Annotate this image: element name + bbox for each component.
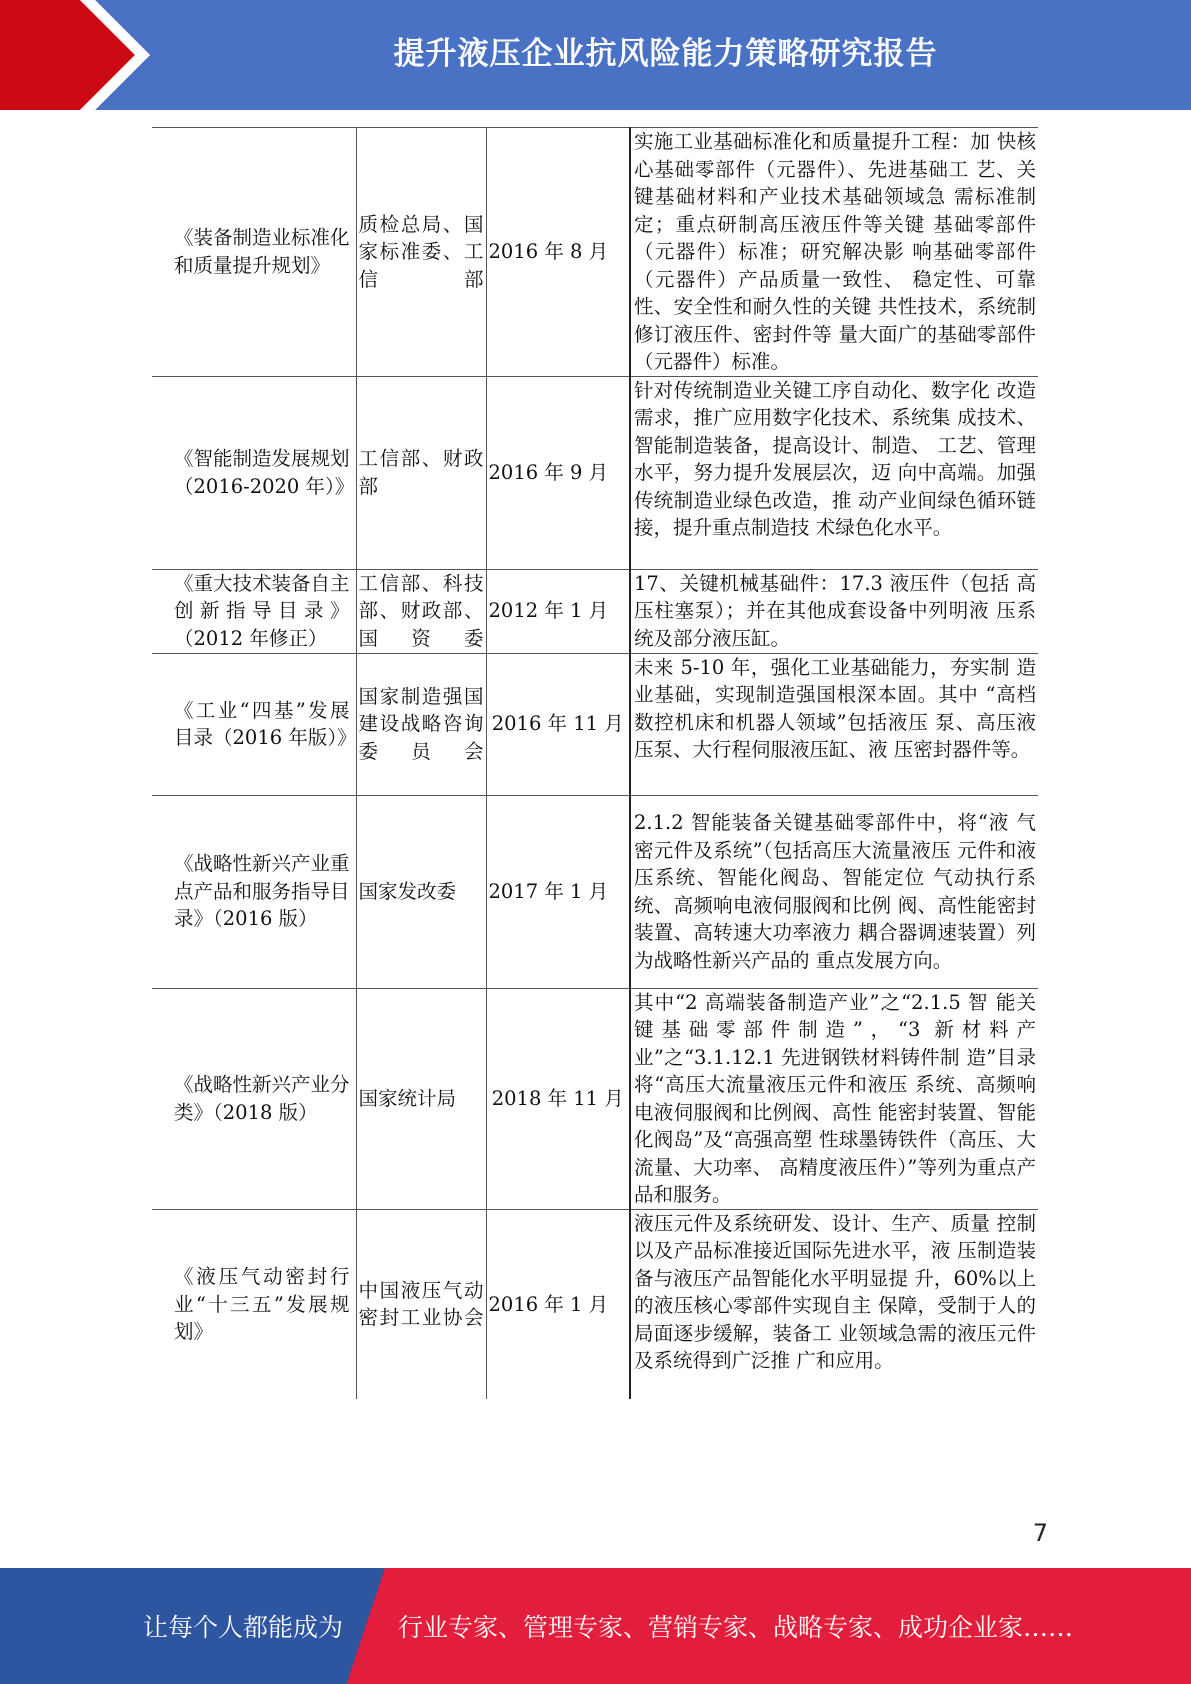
policy-name-cell: 《智能制造发展规划（2016-2020 年）》: [152, 376, 356, 569]
date-cell: 2016 年 8 月: [486, 128, 630, 377]
content-cell: 未来 5-10 年，强化工业基础能力，夯实制 造业基础，实现制造强国根深本固。其中 “高档数控机床和机器人领域”包括液压 泵、高压液压泵、大行程伺服液压缸、液 压密封器件等。: [630, 653, 1038, 795]
table-row: [152, 376, 1038, 569]
policy-name-cell: 《液压气动密封行业“十三五”发展规划》: [152, 1209, 356, 1399]
page-number: 7: [1032, 1519, 1048, 1547]
table-row: [152, 795, 1038, 988]
policy-name-cell: 《战略性新兴产业重点产品和服务指导目录》（2016 版）: [152, 795, 356, 988]
date-cell: 2018 年 11 月: [486, 988, 630, 1209]
content-cell: 实施工业基础标准化和质量提升工程：加 快核心基础零部件（元器件）、先进基础工 艺、关键基础材料和产业技术基础领域急 需标准制定；重点研制高压液压件等关键 基础零部件（元器件）标准；研究解决影 响基础零部件（元器件）产品质量一致性、 稳定性、可靠性、安全性和耐久性的关键 共性技术，系统制修订液压件、密封件等 量大面广的基础零部件（元器件）标准。: [630, 128, 1038, 377]
policy-name-cell: 《战略性新兴产业分类》（2018 版）: [152, 988, 356, 1209]
table-row: [152, 128, 1038, 377]
policy-name-cell: 《工业“四基”发展目录（2016 年版）》: [152, 653, 356, 795]
department-cell: 国家制造强国建设战略咨询委员会: [356, 653, 486, 795]
department-cell: 质检总局、国家标准委、工信部: [356, 128, 486, 377]
content-cell: 其中“2 高端装备制造产业”之“2.1.5 智 能关键基础零部件制造”，“3 新材料产 业”之“3.1.12.1 先进钢铁材料铸件制 造”目录将“高压大流量液压元件和液压 系统、高频响电液伺服阀和比例阀、高性 能密封装置、智能化阀岛”及“高强高塑 性球墨铸铁件（高压、大流量、大功率、 高精度液压件）”等列为重点产品和服务。: [630, 988, 1038, 1209]
footer-slogan-left: 让每个人都能成为: [143, 1613, 344, 1642]
content-cell: 2.1.2 智能装备关键基础零部件中，将“液 气密元件及系统”（包括高压大流量液压 元件和液压系统、智能化阀岛、智能定位 气动执行系统、高频响电液伺服阀和比例 阀、高性能密封装置、高转速大功率液力 耦合器调速装置）列为战略性新兴产品的 重点发展方向。: [630, 795, 1038, 988]
department-cell: 工信部、科技部、财政部、国资委: [356, 569, 486, 653]
date-cell: 2012 年 1 月: [486, 569, 630, 653]
table-row: [152, 653, 1038, 795]
header-band: [0, 0, 1191, 110]
report-title: 提升液压企业抗风险能力策略研究报告: [393, 35, 938, 72]
date-cell: 2016 年 11 月: [486, 653, 630, 795]
content-cell: 17、关键机械基础件：17.3 液压件（包括 高压柱塞泵）；并在其他成套设备中列明液 压系统及部分液压缸。: [630, 569, 1038, 653]
table-row: [152, 1209, 1038, 1399]
date-cell: 2016 年 1 月: [486, 1209, 630, 1399]
footer-band: [0, 1568, 1191, 1684]
policy-name-cell: 《重大技术装备自主创新指导目录》（2012 年修正）: [152, 569, 356, 653]
policy-table: [152, 127, 1038, 1399]
content-cell: 液压元件及系统研发、设计、生产、质量 控制以及产品标准接近国际先进水平，液 压制造装备与液压产品智能化水平明显提 升，60%以上的液压核心零部件实现自主 保障，受制于人的局面逐步缓解，装备工 业领域急需的液压元件及系统得到广泛推 广和应用。: [630, 1209, 1038, 1399]
content-cell: 针对传统制造业关键工序自动化、数字化 改造需求，推广应用数字化技术、系统集 成技术、智能制造装备，提高设计、制造、 工艺、管理水平，努力提升发展层次，迈 向中高端。加强传统制造业绿色改造，推 动产业间绿色循环链接，提升重点制造技 术绿色化水平。: [630, 376, 1038, 569]
department-cell: 工信部、财政部: [356, 376, 486, 569]
table-row: [152, 988, 1038, 1209]
department-cell: 国家统计局: [356, 988, 486, 1209]
table-row: [152, 569, 1038, 653]
date-cell: 2017 年 1 月: [486, 795, 630, 988]
policy-name-cell: 《装备制造业标准化和质量提升规划》: [152, 128, 356, 377]
department-cell: 中国液压气动密封工业协会: [356, 1209, 486, 1399]
footer-slogan-right: 行业专家、管理专家、营销专家、战略专家、成功企业家……: [398, 1613, 1074, 1642]
department-cell: 国家发改委: [356, 795, 486, 988]
date-cell: 2016 年 9 月: [486, 376, 630, 569]
header-chevron-logo: [0, 0, 160, 110]
